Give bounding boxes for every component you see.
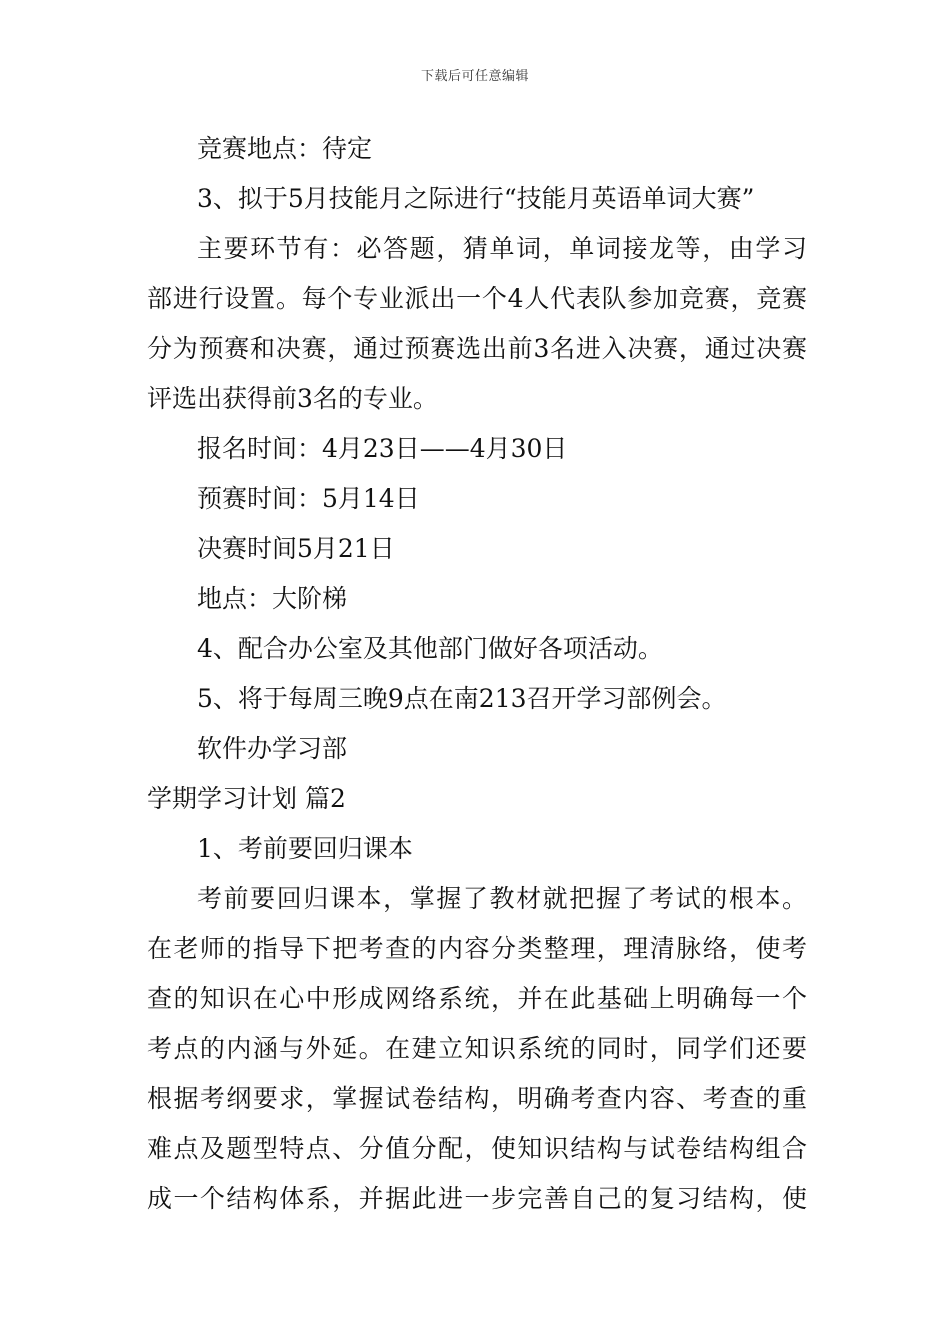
paragraph-line: 评选出获得前3名的专业。 [147,384,438,413]
document-body [147,124,807,1224]
paragraph-line: 软件办学习部 [197,734,348,763]
paragraph-line: 报名时间：4月23日——4月30日 [197,434,568,463]
paragraph-line: 3、拟于5月技能月之际进行“技能月英语单词大赛” [197,184,755,213]
page-header-note: 下载后可任意编辑 [420,69,529,84]
paragraph-line: 根据考纲要求，掌握试卷结构，明确考查内容、考查的重 [147,1084,807,1113]
paragraph-line: 决赛时间5月21日 [197,534,395,563]
paragraph-line: 部进行设置。每个专业派出一个4人代表队参加竞赛，竞赛 [147,284,807,313]
paragraph-line: 查的知识在心中形成网络系统，并在此基础上明确每一个 [147,984,807,1013]
paragraph-line: 考前要回归课本，掌握了教材就把握了考试的根本。 [197,884,807,913]
paragraph-line: 成一个结构体系，并据此进一步完善自己的复习结构，使 [147,1184,807,1213]
paragraph-line: 主要环节有：必答题，猜单词，单词接龙等，由学习 [197,234,807,263]
paragraph-line: 预赛时间：5月14日 [197,484,420,513]
paragraph-line: 4、配合办公室及其他部门做好各项活动。 [197,634,663,663]
paragraph-line: 5、将于每周三晚9点在南213召开学习部例会。 [197,684,727,713]
paragraph-line: 地点：大阶梯 [197,584,348,613]
paragraph-line: 1、考前要回归课本 [197,834,413,863]
paragraph-line: 难点及题型特点、分值分配，使知识结构与试卷结构组合 [147,1134,807,1163]
paragraph-line: 在老师的指导下把考查的内容分类整理，理清脉络，使考 [147,934,807,963]
paragraph-line: 分为预赛和决赛，通过预赛选出前3名进入决赛，通过决赛 [147,334,807,363]
section-heading: 学期学习计划 篇2 [147,784,346,813]
paragraph-line: 考点的内涵与外延。在建立知识系统的同时，同学们还要 [147,1034,807,1063]
paragraph-line: 竞赛地点：待定 [197,134,373,163]
